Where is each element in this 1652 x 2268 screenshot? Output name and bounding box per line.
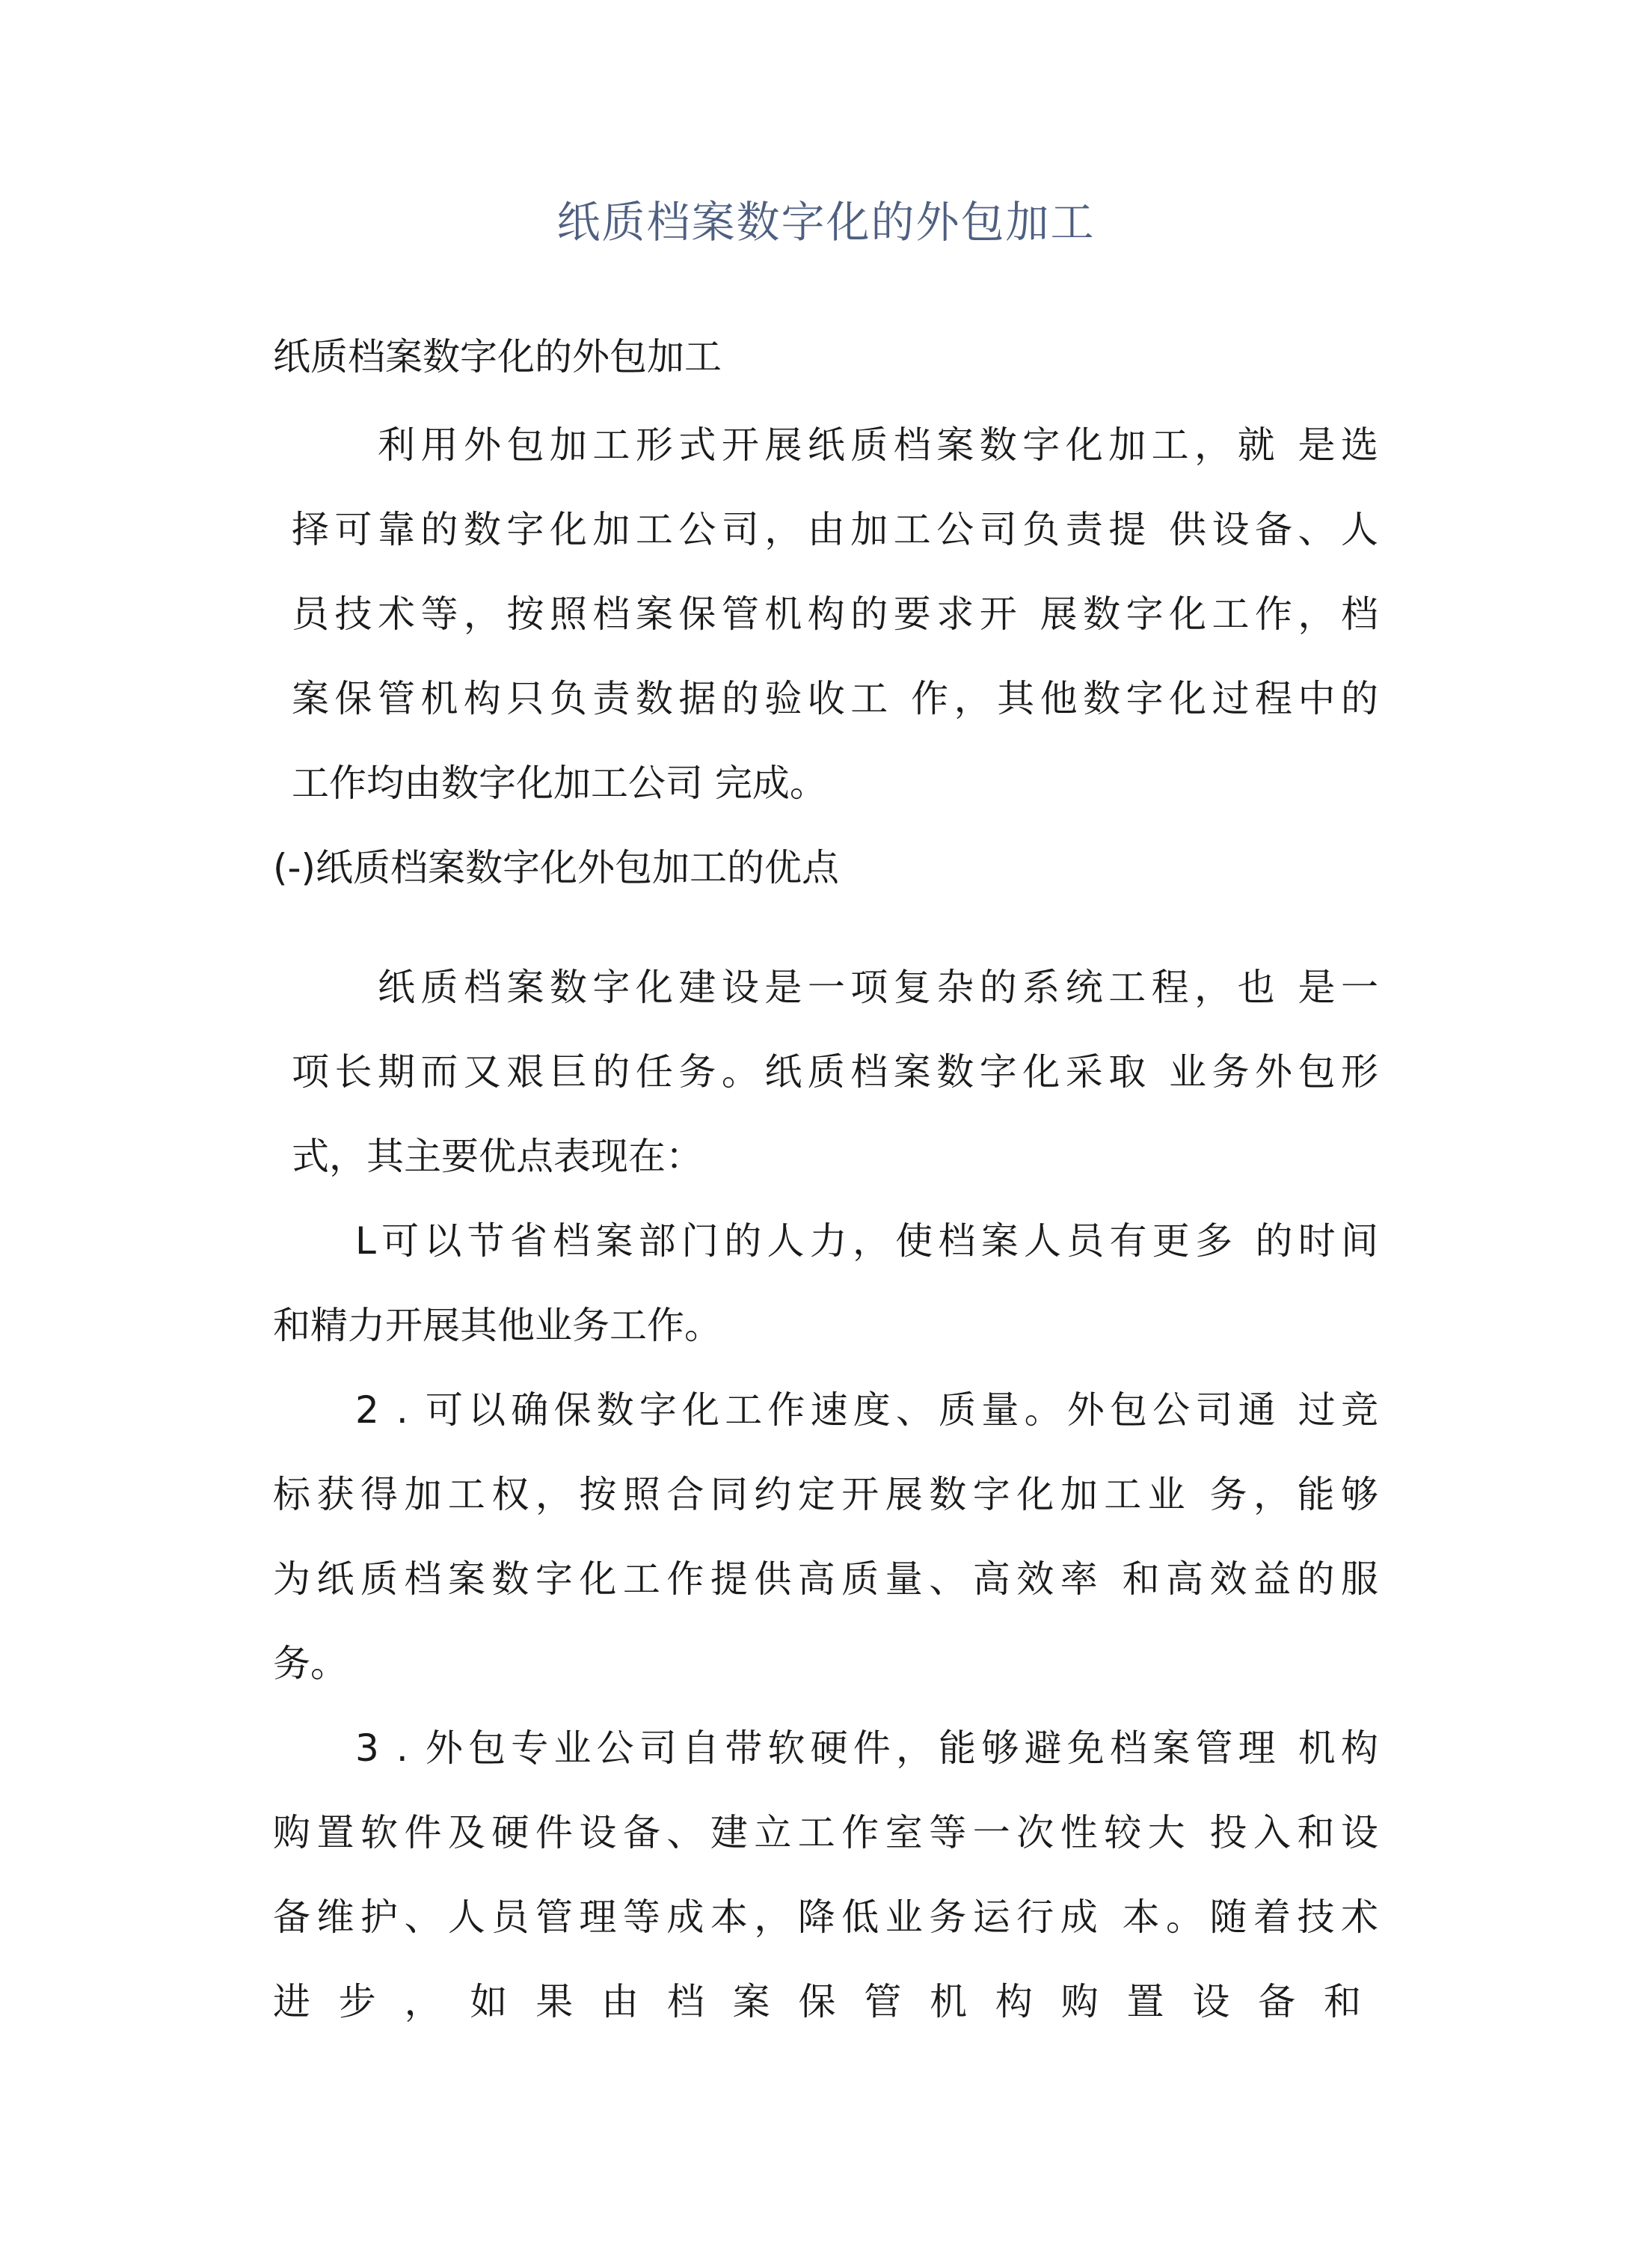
list-item-line: 为纸质档案数字化工作提供高质量、高效率 和高效益的服 — [273, 1557, 1378, 1601]
list-item-line: 3 . 外包专业公司自带软硬件，能够避免档案管理 机构 — [355, 1726, 1378, 1770]
paragraph-line: 利用外包加工形式开展纸质档案数字化加工，就 是选 — [378, 423, 1378, 467]
list-item-line: 购置软件及硬件设备、建立工作室等一次性较大 投入和设 — [273, 1811, 1378, 1854]
paragraph-line: 案保管机构只负责数据的验收工 作，其他数字化过程中的 — [292, 677, 1378, 720]
list-item-line: 标获得加工权，按照合同约定开展数字化加工业 务，能够 — [273, 1473, 1378, 1516]
paragraph-line: 纸质档案数字化建设是一项复杂的系统工程，也 是一 — [378, 966, 1378, 1009]
section-heading: (-)纸质档案数字化外包加工的优点 — [273, 846, 840, 889]
document-title: 纸质档案数字化的外包加工 — [556, 197, 1096, 248]
document-subtitle: 纸质档案数字化的外包加工 — [273, 335, 722, 378]
paragraph-line: 员技术等，按照档案保管机构的要求开 展数字化工作，档 — [292, 592, 1378, 636]
list-item-line: 备维护、人员管理等成本，降低业务运行成 本。随着技术 — [273, 1895, 1378, 1939]
paragraph-line: 项长期而又艰巨的任务。纸质档案数字化采取 业务外包形 — [292, 1050, 1378, 1094]
list-item-line: L可以节省档案部门的人力，使档案人员有更多 的时间 — [355, 1219, 1378, 1263]
list-item-line: 务。 — [273, 1642, 348, 1685]
paragraph-line: 工作均由数字化加工公司 完成。 — [292, 761, 827, 805]
list-item-line: 2 . 可以确保数字化工作速度、质量。外包公司通 过竞 — [355, 1388, 1378, 1432]
list-item-line: 和精力开展其他业务工作。 — [273, 1304, 722, 1347]
list-item-line: 进 步 ， 如 果 由 档 案 保 管 机 构 购 置 设 备 和 — [273, 1980, 1361, 2023]
paragraph-line: 择可靠的数字化加工公司，由加工公司负责提 供设备、人 — [292, 508, 1378, 551]
paragraph-line: 式，其主要优点表现在： — [292, 1135, 703, 1178]
